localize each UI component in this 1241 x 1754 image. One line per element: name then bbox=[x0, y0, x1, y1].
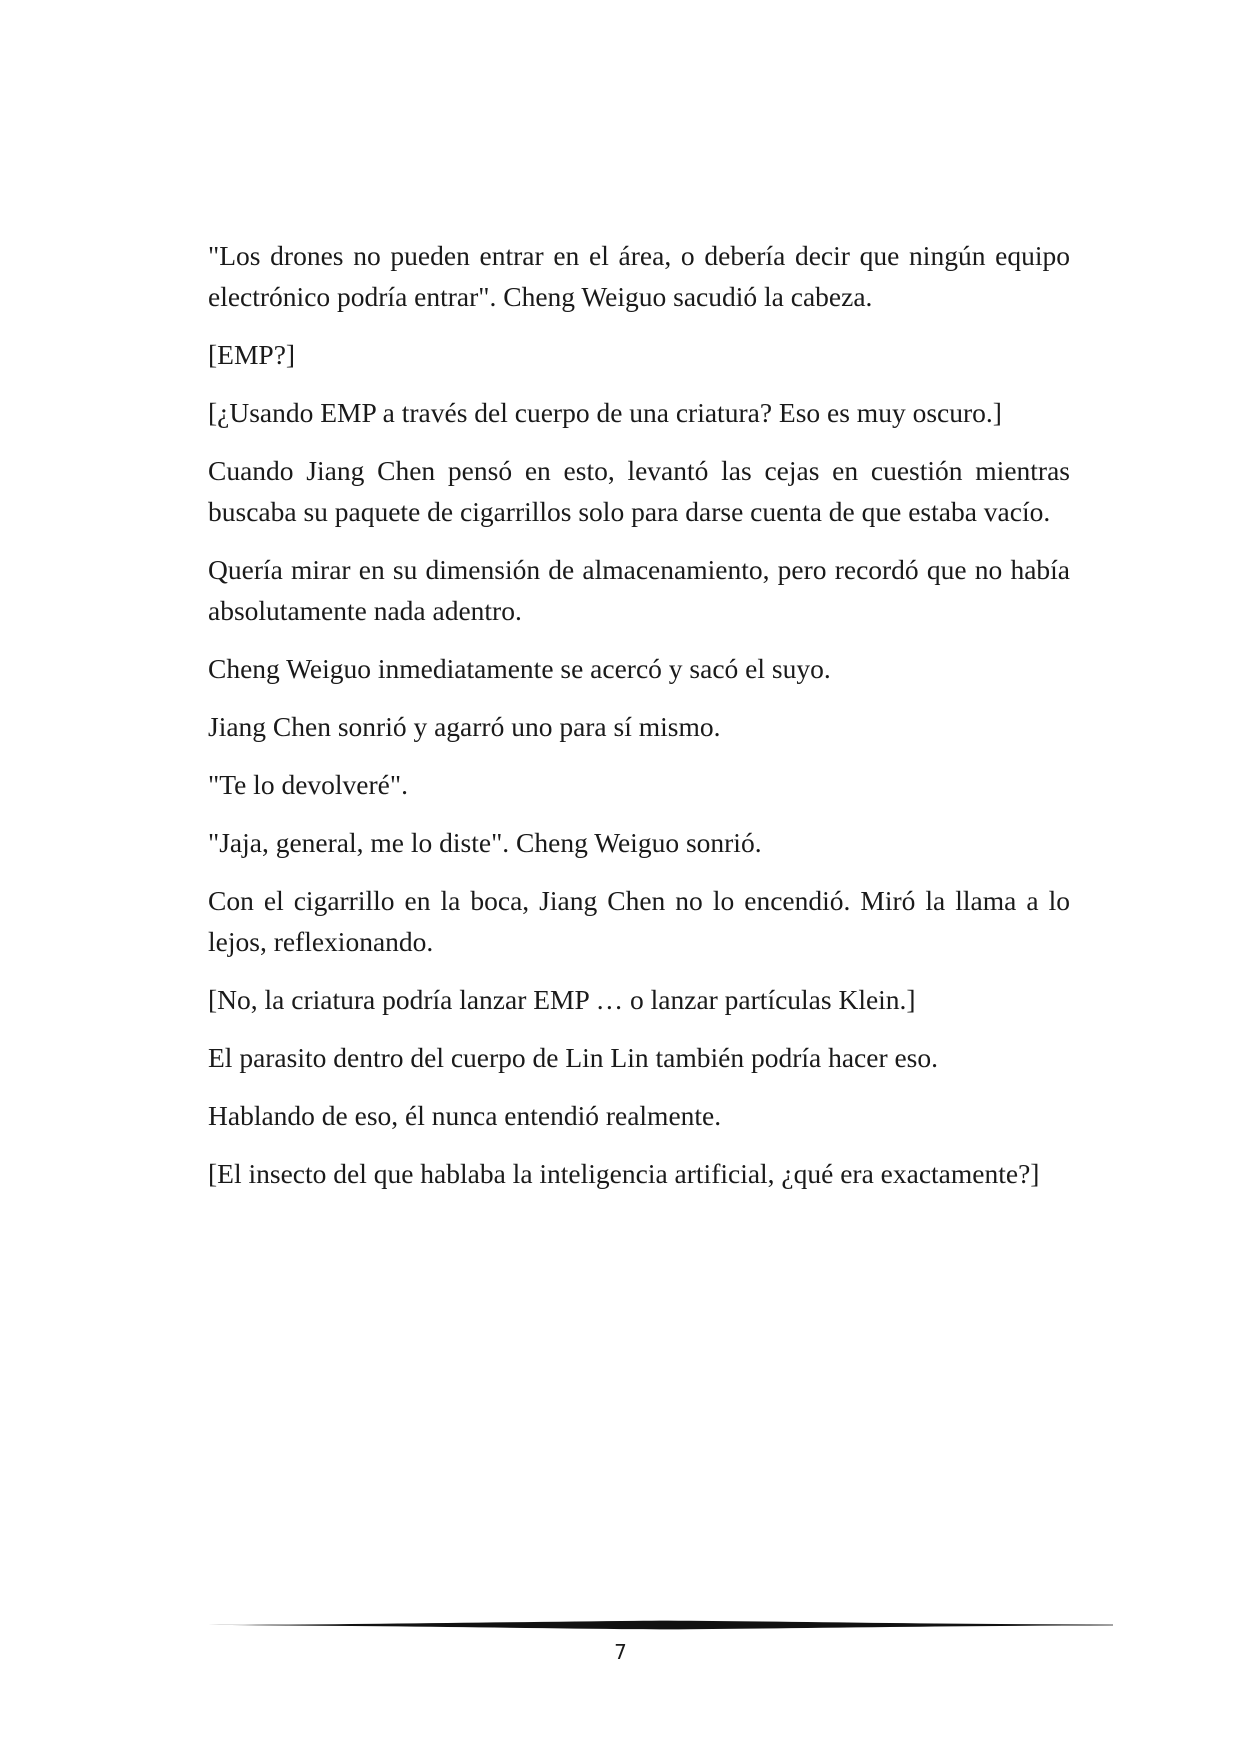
paragraph: Quería mirar en su dimensión de almacenamiento, pero recordó que no había absolutamente nada adentro. bbox=[208, 554, 1070, 626]
paragraph: [El insecto del que hablaba la inteligencia artificial, ¿qué era exactamente?] bbox=[208, 1158, 1040, 1189]
paragraph: [No, la criatura podría lanzar EMP … o lanzar partículas Klein.] bbox=[208, 984, 916, 1015]
paragraph: [¿Usando EMP a través del cuerpo de una criatura? Eso es muy oscuro.] bbox=[208, 397, 1002, 428]
paragraph: Cheng Weiguo inmediatamente se acercó y sacó el suyo. bbox=[208, 653, 831, 684]
paragraph: "Los drones no pueden entrar en el área, o debería decir que ningún equipo electrónico podría entrar". Cheng Weiguo sacudió la cabeza. bbox=[208, 240, 1070, 312]
body-text bbox=[208, 235, 1070, 1211]
paragraph: "Jaja, general, me lo diste". Cheng Weiguo sonrió. bbox=[208, 827, 762, 858]
paragraph: El parasito dentro del cuerpo de Lin Lin también podría hacer eso. bbox=[208, 1042, 939, 1073]
paragraph: Jiang Chen sonrió y agarró uno para sí mismo. bbox=[208, 711, 721, 742]
paragraph: Hablando de eso, él nunca entendió realmente. bbox=[208, 1100, 722, 1131]
footer-divider bbox=[208, 1618, 1113, 1632]
paragraph: [EMP?] bbox=[208, 339, 296, 370]
paragraph: Cuando Jiang Chen pensó en esto, levantó las cejas en cuestión mientras buscaba su paquete de cigarrillos solo para darse cuenta de que estaba vacío. bbox=[208, 455, 1070, 527]
page-number: 7 bbox=[614, 1640, 627, 1664]
paragraph: "Te lo devolveré". bbox=[208, 769, 408, 800]
paragraph: Con el cigarrillo en la boca, Jiang Chen no lo encendió. Miró la llama a lo lejos, reflexionando. bbox=[208, 885, 1070, 957]
